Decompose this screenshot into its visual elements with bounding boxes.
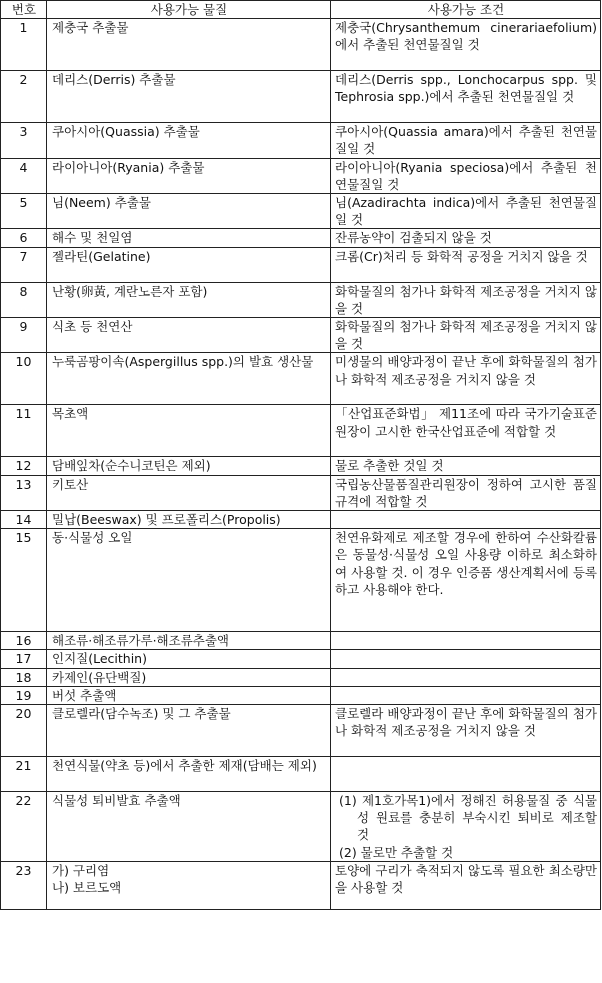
row-number: 19 [1,686,47,704]
material-cell: 목초액 [47,405,331,457]
condition-cell: 클로렐라 배양과정이 끝난 후에 화학물질의 첨가나 화학적 제조공정을 거치지 않을 것 [331,705,601,757]
condition-cell: 크롬(Cr)처리 등 화학적 공정을 거치지 않을 것 [331,247,601,282]
table-row [1,247,601,282]
material-cell: 난황(卵黃, 계란노른자 포함) [47,282,331,317]
material-cell: 젤라틴(Gelatine) [47,247,331,282]
condition-cell [331,757,601,792]
table-row [1,632,601,650]
material-item: 가) 구리염 [52,862,110,878]
table-row [1,705,601,757]
material-cell: 담배잎차(순수니코틴은 제외) [47,457,331,475]
table-row [1,19,601,71]
material-cell: 누룩곰팡이속(Aspergillus spp.)의 발효 생산물 [47,353,331,405]
material-cell: 버섯 추출액 [47,686,331,704]
row-number: 4 [1,158,47,193]
condition-cell: 데리스(Derris spp., Lonchocarpus spp. 및 Tephrosia spp.)에서 추출된 천연물질일 것 [331,71,601,123]
material-cell: 카제인(유단백질) [47,668,331,686]
table-row [1,757,601,792]
material-cell: 인지질(Lecithin) [47,650,331,668]
row-number: 17 [1,650,47,668]
material-cell: 키토산 [47,475,331,510]
table-row [1,71,601,123]
material-cell: 라이아니아(Ryania) 추출물 [47,158,331,193]
row-number: 16 [1,632,47,650]
material-cell: 식초 등 천연산 [47,318,331,353]
condition-cell: 「산업표준화법」 제11조에 따라 국가기술표준원장이 고시한 한국산업표준에 적합할 것 [331,405,601,457]
row-number: 22 [1,792,47,862]
condition-cell: 님(Azadirachta indica)에서 추출된 천연물질일 것 [331,194,601,229]
material-cell: 식물성 퇴비발효 추출액 [47,792,331,862]
row-number: 18 [1,668,47,686]
material-cell: 천연식물(약초 등)에서 추출한 제재(담배는 제외) [47,757,331,792]
condition-cell: 미생물의 배양과정이 끝난 후에 화학물질의 첨가나 화학적 제조공정을 거치지 않을 것 [331,353,601,405]
material-cell: 해수 및 천일염 [47,229,331,247]
table-row [1,282,601,317]
table-row [1,475,601,510]
table-row [1,792,601,862]
table-row [1,650,601,668]
condition-cell: 화학물질의 첨가나 화학적 제조공정을 거치지 않을 것 [331,318,601,353]
table-row [1,457,601,475]
condition-cell [331,792,601,862]
row-number: 9 [1,318,47,353]
row-number: 7 [1,247,47,282]
row-number: 3 [1,123,47,158]
row-number: 13 [1,475,47,510]
row-number: 23 [1,861,47,909]
table-row [1,668,601,686]
material-item: 나) 보르도액 [52,880,122,896]
material-cell [47,861,331,909]
material-cell: 님(Neem) 추출물 [47,194,331,229]
condition-cell: 물로 추출한 것일 것 [331,457,601,475]
condition-cell: 천연유화제로 제조할 경우에 한하여 수산화칼륨은 동물성·식물성 오일 사용량 이하로 최소화하여 사용할 것. 이 경우 인증품 생산계획서에 등록하고 사용해야 한다. [331,529,601,632]
table-row [1,861,601,909]
header-material: 사용가능 물질 [47,1,331,19]
row-number: 2 [1,71,47,123]
row-number: 10 [1,353,47,405]
material-cell: 제충국 추출물 [47,19,331,71]
row-number: 12 [1,457,47,475]
row-number: 20 [1,705,47,757]
header-number: 번호 [1,1,47,19]
material-cell: 데리스(Derris) 추출물 [47,71,331,123]
condition-cell: 제충국(Chrysanthemum cinerariaefolium)에서 추출된 천연물질일 것 [331,19,601,71]
condition-cell: 화학물질의 첨가나 화학적 제조공정을 거치지 않을 것 [331,282,601,317]
table-row [1,686,601,704]
material-cell: 해조류·해조류가루·해조류추출액 [47,632,331,650]
condition-cell: 라이아니아(Ryania speciosa)에서 추출된 천연물질일 것 [331,158,601,193]
row-number: 5 [1,194,47,229]
condition-cell [331,632,601,650]
table-row [1,194,601,229]
material-cell: 밀납(Beeswax) 및 프로폴리스(Propolis) [47,511,331,529]
table-header-row [1,1,601,19]
row-number: 6 [1,229,47,247]
condition-item: (2) 물로만 추출할 것 [339,844,454,860]
material-cell: 동·식물성 오일 [47,529,331,632]
table-row [1,229,601,247]
condition-cell: 쿠아시아(Quassia amara)에서 추출된 천연물질일 것 [331,123,601,158]
condition-item: (1) 제1호가목1)에서 정해진 허용물질 중 식물성 원료를 충분히 부숙시킨 퇴비로 제조할 것 [339,793,597,843]
condition-cell: 국립농산물품질관리원장이 정하여 고시한 품질규격에 적합할 것 [331,475,601,510]
row-number: 1 [1,19,47,71]
row-number: 21 [1,757,47,792]
material-cell: 쿠아시아(Quassia) 추출물 [47,123,331,158]
row-number: 15 [1,529,47,632]
condition-cell: 토양에 구리가 축적되지 않도록 필요한 최소량만을 사용할 것 [331,861,601,909]
table-row [1,158,601,193]
table-row [1,529,601,632]
table-row [1,405,601,457]
condition-cell [331,650,601,668]
condition-cell [331,686,601,704]
table-row [1,353,601,405]
condition-cell [331,511,601,529]
table-row [1,511,601,529]
condition-cell: 잔류농약이 검출되지 않을 것 [331,229,601,247]
table-row [1,123,601,158]
condition-cell [331,668,601,686]
row-number: 11 [1,405,47,457]
header-condition: 사용가능 조건 [331,1,601,19]
row-number: 14 [1,511,47,529]
row-number: 8 [1,282,47,317]
table-row [1,318,601,353]
material-cell: 클로렐라(담수녹조) 및 그 추출물 [47,705,331,757]
